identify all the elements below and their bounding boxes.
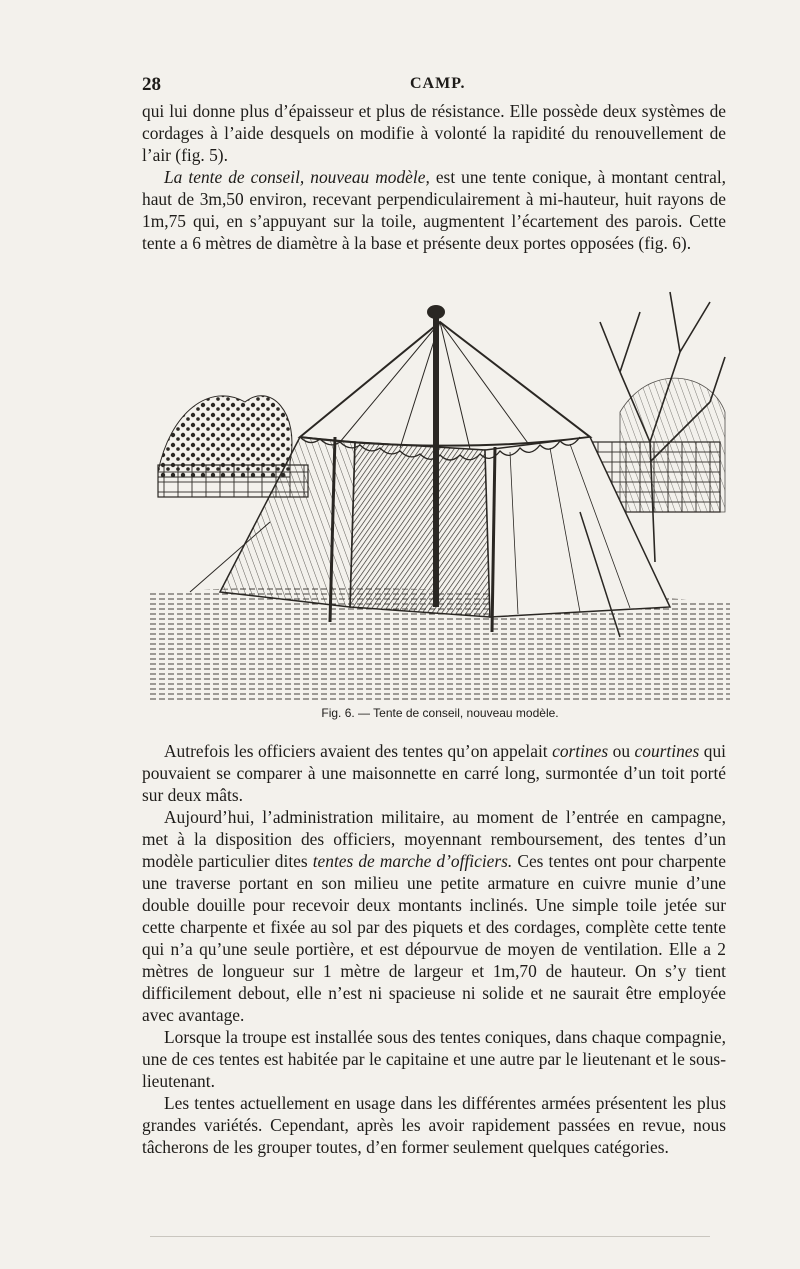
paragraph-text: qui pouvaient se comparer à une maisonnette en carré long, surmontée d’un toit porté sur deux mâts. <box>142 741 726 805</box>
tent-engraving-illustration <box>150 262 730 700</box>
paragraph-text: Aujourd’hui, l’administration militaire, au moment de l’entrée en campagne, met à la disposition des officiers, moyennant remboursement, des tentes d’un modèle particulier dites <box>142 807 726 871</box>
right-foliage <box>620 378 725 512</box>
paragraph-tentes-de-marche <box>142 806 726 1026</box>
term-tentes-de-marche: tentes de marche d’officiers. <box>312 851 513 871</box>
paragraph-text: Ces tentes ont pour charpente une traverse portant en son milieu une petite armature en cuivre munie d’une double douille pour recevoir deux montants inclinés. Une simple toile jetée sur cette charpente et fixée au sol par des piquets et des cordages, complète cette tente qui n’a qu’une seule portière, et est dépourvue de moyen de ventilation. Elle a 2 mètres de longueur sur 1 mètre de largeur et 1m,70 de hauteur. On s’y tient difficilement debout, elle n’est ni spacieuse ni solide et ne saurait être employée avec avantage. <box>142 851 726 1025</box>
tent-doorway <box>350 442 490 617</box>
tent-roof <box>300 322 590 446</box>
paragraph-varietes: Les tentes actuellement en usage dans les différentes armées présentent les plus grandes variétés. Cependant, après les avoir rapidement passées en revue, nous tâcherons de les grouper toutes, d’en former seulement quelques catégories. <box>142 1093 726 1157</box>
text-block-top <box>142 100 726 254</box>
term-tente-de-conseil: La tente de conseil, nouveau modèle, <box>164 167 430 187</box>
figure-caption: Fig. 6. — Tente de conseil, nouveau modèle. <box>321 706 559 720</box>
term-cortines: cortines <box>552 741 609 761</box>
paragraph-tente-de-conseil <box>142 166 726 254</box>
paragraph-text: Autrefois les officiers avaient des tentes qu’on appelait <box>164 741 553 761</box>
page-header <box>142 74 726 98</box>
paragraph-text: est une tente conique, à montant central, haut de 3m,50 environ, recevant perpendiculairement à mi-hauteur, huit rayons de 1m,75 qui, en s’appuyant sur la toile, augmentent l’écartement des parois. Cette tente a 6 mètres de diamètre à la base et présente deux portes opposées (fig. 6). <box>142 167 726 253</box>
paragraph-cortines <box>142 740 726 806</box>
figure-tent-illustration <box>150 262 730 700</box>
paragraph-text: ou <box>608 741 635 761</box>
pole-finial <box>427 305 445 319</box>
paragraph-troupe: Lorsque la troupe est installée sous des tentes coniques, dans chaque compagnie, une de ces tentes est habitée par le capitaine et une autre par le lieutenant et le sous-lieutenant. <box>142 1027 726 1091</box>
footer-rule <box>150 1236 710 1237</box>
page-number: 28 <box>142 74 161 95</box>
text-block-bottom <box>142 740 726 1158</box>
term-courtines: courtines <box>634 741 700 761</box>
paragraph-continuation: qui lui donne plus d’épaisseur et plus de résistance. Elle possède deux systèmes de cordages à l’aide desquels on modifie à volonté la rapidité du renouvellement de l’air (fig. 5). <box>142 101 726 165</box>
running-head: CAMP. <box>410 75 466 92</box>
